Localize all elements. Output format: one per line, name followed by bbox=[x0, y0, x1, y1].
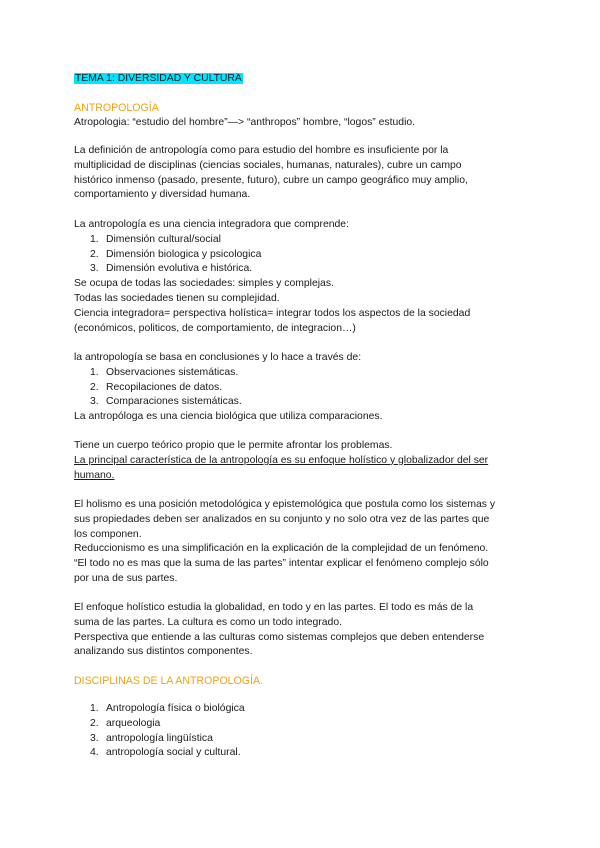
section-heading-antropologia: ANTROPOLOGÍA bbox=[74, 102, 159, 114]
list-item: 3. Dimensión evolutiva e histórica. bbox=[90, 263, 253, 275]
text-line: Ciencia integradora= perspectiva holística= integrar todos los aspectos de la sociedad bbox=[74, 307, 471, 319]
paragraph-definition bbox=[74, 144, 534, 203]
paragraph-conclusiones bbox=[74, 351, 534, 425]
methods-list bbox=[74, 366, 534, 410]
paragraph-holismo bbox=[74, 498, 534, 587]
text-line: Todas las sociedades tienen su complejidad. bbox=[74, 292, 280, 304]
document-title bbox=[74, 72, 243, 86]
text-line: La antropóloga es una ciencia biológica que utiliza comparaciones. bbox=[74, 411, 383, 423]
underlined-line: humano. bbox=[74, 469, 115, 481]
underlined-line: La principal característica de la antropología es su enfoque holístico y globalizador del ser bbox=[74, 454, 489, 466]
text-line: Atropologia: “estudio del hombre”—> “anthropos” hombre, “logos” estudio. bbox=[74, 117, 416, 128]
text-line: por una de sus partes. bbox=[74, 572, 178, 584]
text-line: la antropología se basa en conclusiones y lo hace a través de: bbox=[74, 352, 362, 363]
text-line: Se ocupa de todas las sociedades: simples y complejas. bbox=[74, 278, 334, 290]
paragraph-etymology bbox=[74, 116, 534, 131]
paragraph-integradora bbox=[74, 218, 534, 336]
text-line: La antropología es una ciencia integradora que comprende: bbox=[74, 219, 349, 230]
text-line: los componen. bbox=[74, 528, 142, 540]
paragraph-enfoque-holistico bbox=[74, 601, 534, 660]
list-item: 1. Dimensión cultural/social bbox=[90, 233, 221, 245]
text-line: (económicos, politicos, de comportamiento, de integracion…) bbox=[74, 322, 356, 334]
list-item: 2. Recopilaciones de datos. bbox=[90, 381, 223, 393]
list-item: 1. Observaciones sistemáticas. bbox=[90, 366, 239, 378]
disciplines-block bbox=[74, 702, 534, 761]
text-line: comportamiento y diversidad humana. bbox=[74, 189, 251, 201]
text-line: sus propiedades deben ser analizados en su conjunto y no solo otra vez de las partes que bbox=[74, 513, 490, 525]
text-line: suma de las partes. La cultura es como un todo integrado. bbox=[74, 616, 343, 628]
text-line: Tiene un cuerpo teórico propio que le permite afrontar los problemas. bbox=[74, 440, 393, 451]
text-line: La definición de antropología como para estudio del hombre es insuficiente por la bbox=[74, 145, 449, 156]
text-line: El enfoque holístico estudia la globalidad, en todo y en las partes. El todo es más de la bbox=[74, 602, 474, 613]
list-item: 2. Dimensión biologica y psicologica bbox=[90, 248, 262, 260]
paragraph-cuerpo-teorico bbox=[74, 439, 534, 483]
text-line: “El todo no es mas que la suma de las partes” intentar explicar el fenómeno complejo sólo bbox=[74, 558, 489, 570]
text-line: Perspectiva que entiende a las culturas como sistemas complejos que deben entenderse bbox=[74, 631, 485, 643]
list-item: 2. arqueologia bbox=[90, 717, 161, 729]
list-item: 4. antropología social y cultural. bbox=[90, 747, 241, 759]
highlighted-title: TEMA 1: DIVERSIDAD Y CULTURA bbox=[75, 73, 242, 84]
text-line: El holismo es una posición metodológica y epistemológica que postula como los sistemas y bbox=[74, 499, 496, 510]
text-line: analizando sus distintos componentes. bbox=[74, 646, 253, 658]
section-heading-disciplinas: DISCIPLINAS DE LA ANTROPOLOGÍA. bbox=[74, 675, 263, 687]
dimensions-list bbox=[74, 233, 534, 277]
list-item: 1. Antropología física o biológica bbox=[90, 703, 245, 714]
text-line: multiplicidad de disciplinas (ciencias sociales, humanas, naturales), cubre un campo bbox=[74, 159, 462, 171]
text-line: Reduccionismo es una simplificación en la explicación de la complejidad de un fenómeno. bbox=[74, 543, 489, 555]
list-item: 3. Comparaciones sistemáticas. bbox=[90, 396, 242, 408]
disciplines-list bbox=[74, 702, 534, 761]
list-item: 3. antropología lingüística bbox=[90, 732, 213, 744]
text-line: histórico inmenso (pasado, presente, futuro), cubre un campo geográfico muy amplio, bbox=[74, 174, 468, 186]
